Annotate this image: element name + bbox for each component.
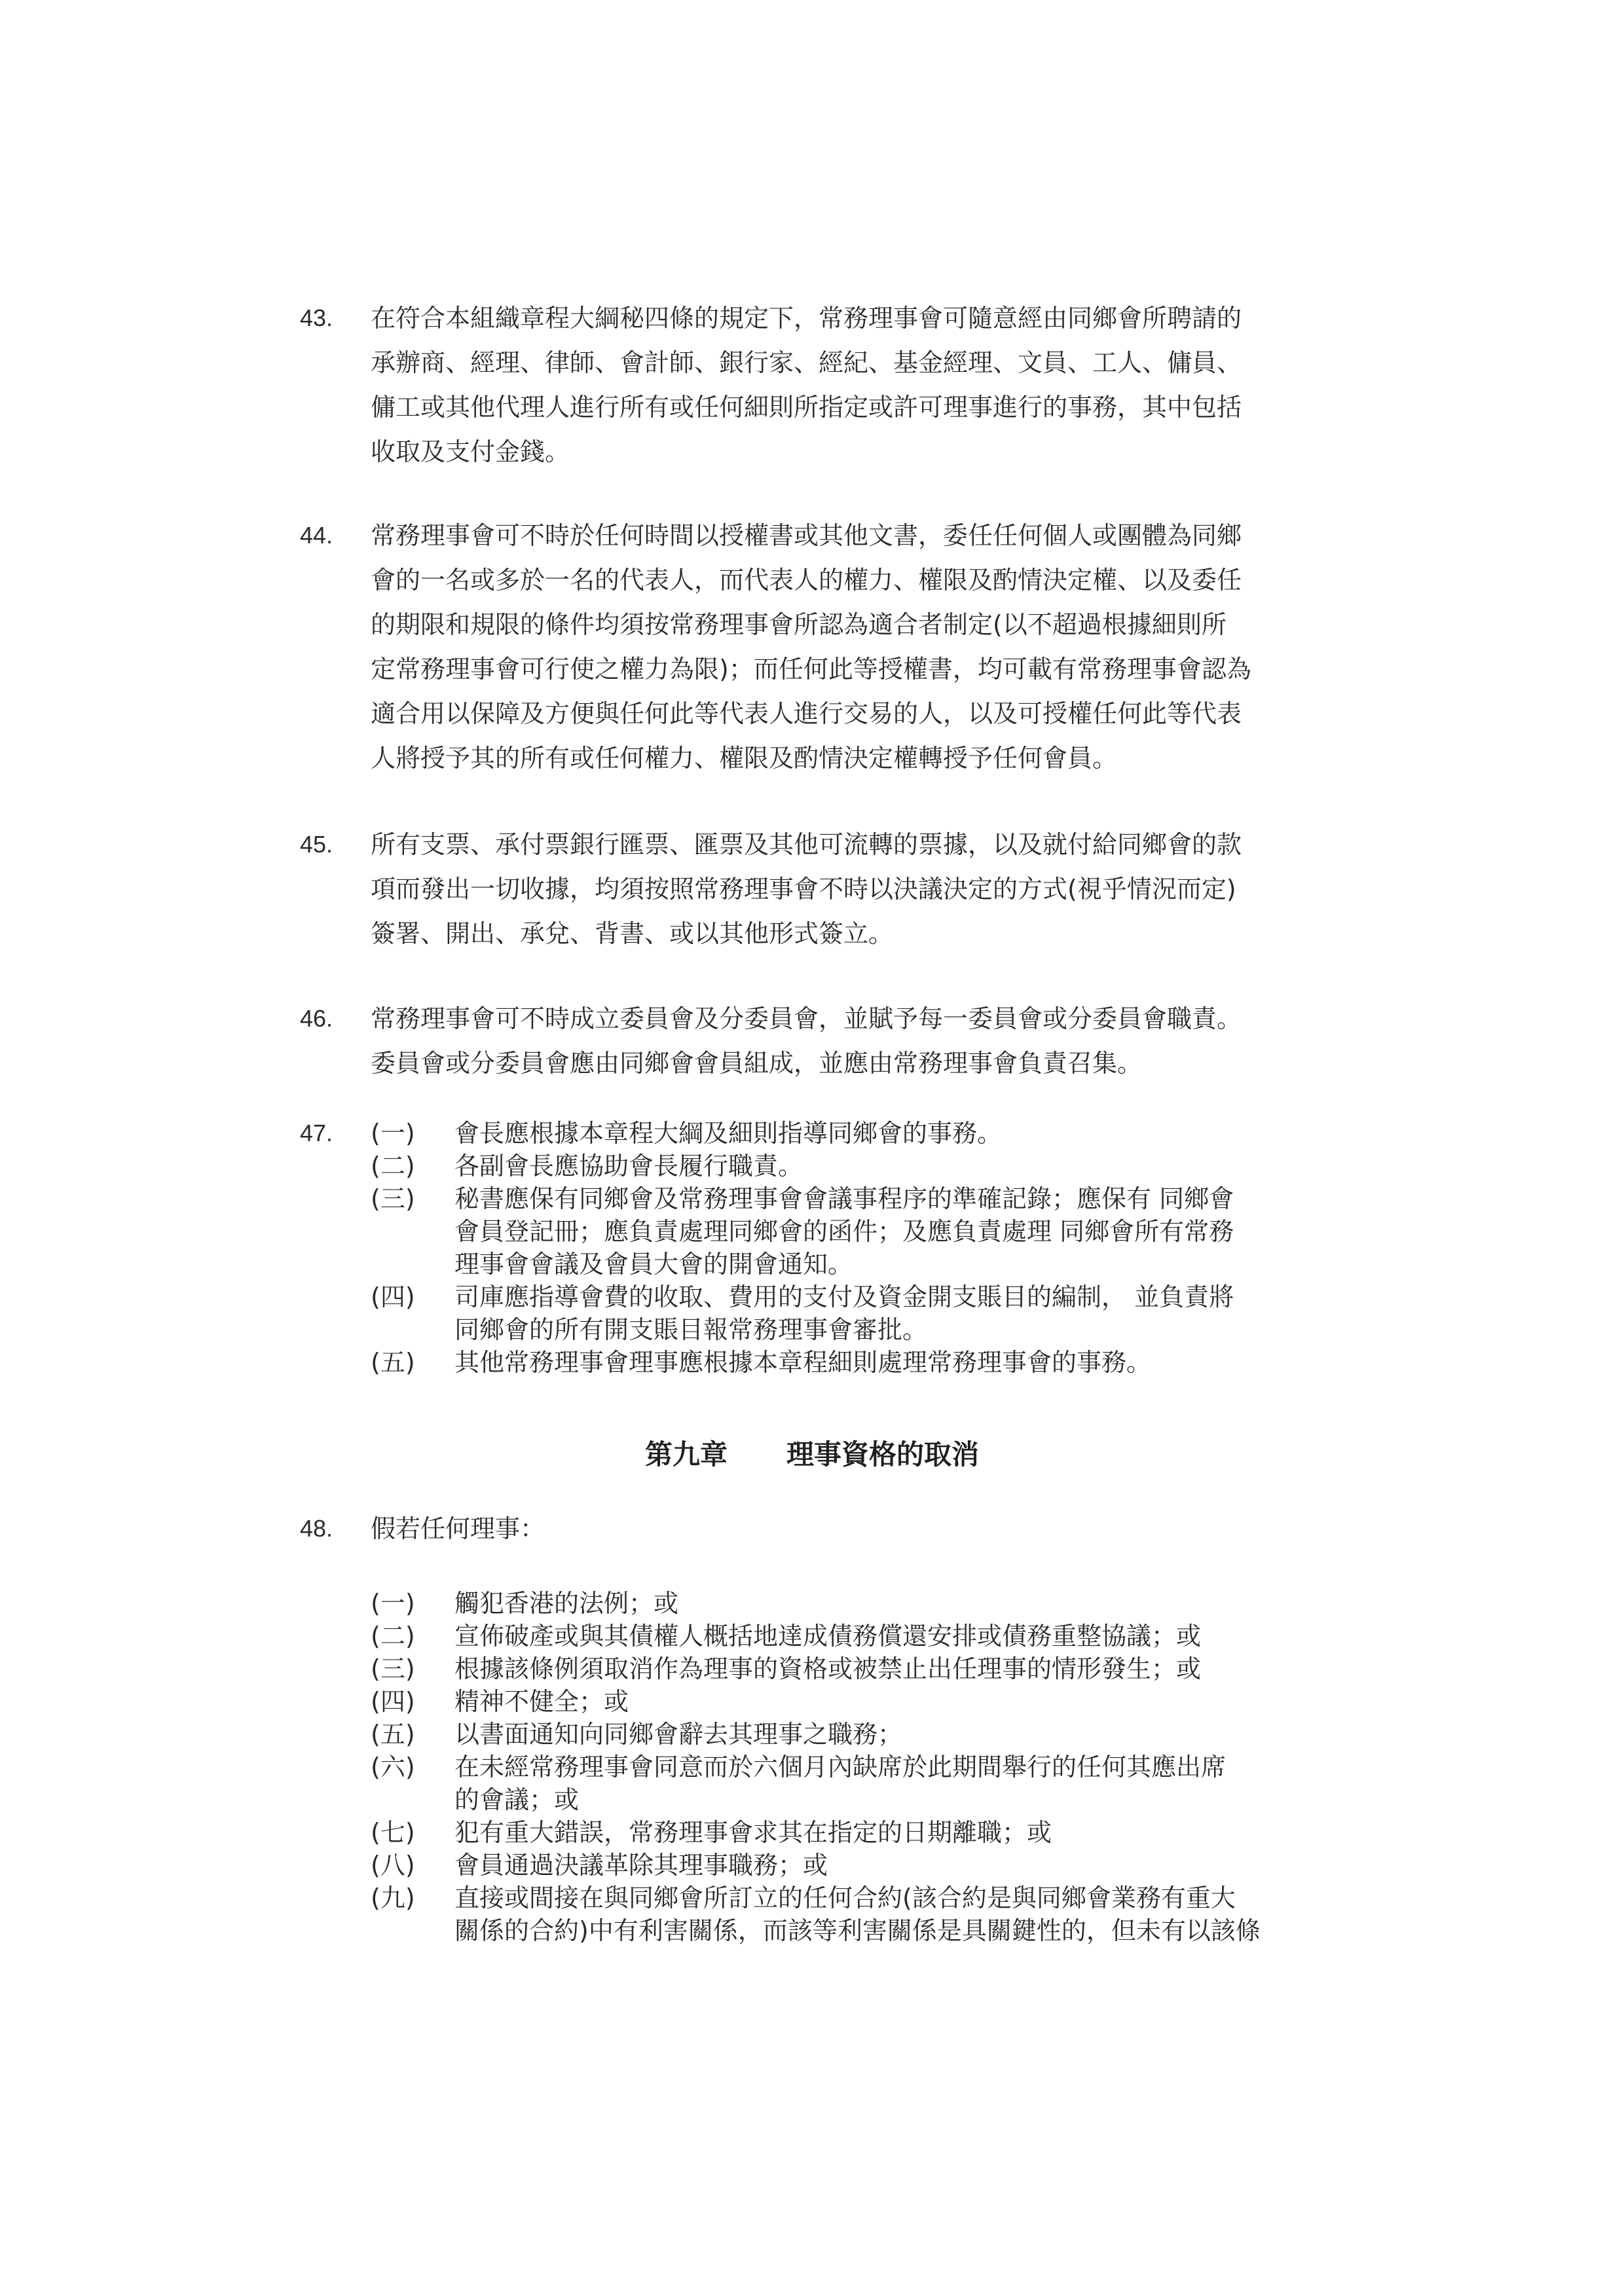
subitem-line: 犯有重大錯誤，常務理事會求其在指定的日期離職；或 xyxy=(454,1818,1052,1847)
clause-intro-text: 假若任何理事： xyxy=(371,1514,545,1543)
subitem-line: 會員通過決議革除其理事職務；或 xyxy=(454,1851,828,1880)
clause-48-items xyxy=(300,1587,1335,1947)
clause-intro xyxy=(371,1512,1335,1545)
subitem xyxy=(371,1849,1335,1882)
chapter-title: 理事資格的取消 xyxy=(786,1438,980,1470)
clause-body xyxy=(371,822,1327,956)
subitem-marker: (八) xyxy=(371,1851,415,1880)
subitem-marker: (六) xyxy=(371,1753,415,1781)
clause-line: 所有支票、承付票銀行匯票、匯票及其他可流轉的票據，以及就付給同鄉會的款 xyxy=(371,830,1242,859)
clause-number: 47. xyxy=(300,1120,333,1146)
subitem-marker: (三) xyxy=(371,1184,415,1213)
subitem-line: 以書面通知向同鄉會辭去其理事之職務； xyxy=(454,1720,903,1749)
subitem-line: 同鄉會的所有開支賬目報常務理事會審批。 xyxy=(454,1315,928,1344)
subitem xyxy=(371,1652,1335,1685)
subitem-marker: (七) xyxy=(371,1818,415,1847)
clause-line: 傭工或其他代理人進行所有或任何細則所指定或許可理事進行的事務，其中包括 xyxy=(371,393,1242,422)
subitem-marker: (二) xyxy=(371,1152,415,1180)
clause-line: 的期限和規限的條件均須按常務理事會所認為適合者制定(以不超過根據細則所 xyxy=(371,610,1227,639)
clause-number: 43. xyxy=(300,304,333,331)
subitem-line: 司庫應指導會費的收取、費用的支付及資金開支賬目的編制， 並負責將 xyxy=(454,1283,1234,1311)
subitem-line: 的會議；或 xyxy=(454,1785,580,1814)
clause-number: 44. xyxy=(300,522,333,549)
clause-line: 簽署、開出、承兌、背書、或以其他形式簽立。 xyxy=(371,919,894,948)
clause-line: 常務理事會可不時成立委員會及分委員會，並賦予每一委員會或分委員會職責。 xyxy=(371,1004,1242,1033)
clause-line: 委員會或分委員會應由同鄉會會員組成，並應由常務理事會負責召集。 xyxy=(371,1049,1143,1078)
clause-body xyxy=(371,996,1327,1085)
subitem-line: 在未經常務理事會同意而於六個月內缺席於此期間舉行的任何其應出席 xyxy=(454,1753,1227,1781)
clause-number: 45. xyxy=(300,831,333,858)
clause-number: 46. xyxy=(300,1005,333,1032)
subitem-marker: (三) xyxy=(371,1654,415,1683)
subitem-line: 其他常務理事會理事應根據本章程細則處理常務理事會的事務。 xyxy=(454,1348,1152,1377)
subitem-line: 理事會會議及會員大會的開會通知。 xyxy=(454,1250,853,1279)
subitem-marker: (九) xyxy=(371,1884,415,1912)
subitem-line: 宣佈破產或與其債權人概括地達成債務償還安排或債務重整協議；或 xyxy=(454,1622,1202,1650)
clause-line: 常務理事會可不時於任何時間以授權書或其他文書，委任任何個人或團體為同鄉 xyxy=(371,521,1242,550)
chapter-heading xyxy=(0,1435,1624,1474)
subitem-line: 直接或間接在與同鄉會所訂立的任何合約(該合約是與同鄉會業務有重大 xyxy=(454,1884,1236,1912)
subitem-marker: (五) xyxy=(371,1720,415,1749)
subitem-marker: (五) xyxy=(371,1348,415,1377)
subitem-line: 會長應根據本章程大綱及細則指導同鄉會的事務。 xyxy=(454,1119,1003,1148)
clause-45 xyxy=(300,822,1335,956)
subitem-line: 秘書應保有同鄉會及常務理事會會議事程序的準確記錄；應保有 同鄉會 xyxy=(454,1184,1234,1213)
clause-line: 承辦商、經理、律師、會計師、銀行家、經紀、基金經理、文員、工人、傭員、 xyxy=(371,348,1242,377)
subitem-line: 關係的合約)中有利害關係，而該等利害關係是具關鍵性的，但未有以該條 xyxy=(454,1916,1261,1945)
clause-line: 項而發出一切收據，均須按照常務理事會不時以決議決定的方式(視乎情況而定) xyxy=(371,875,1236,903)
subitem xyxy=(371,1117,1335,1150)
clause-line: 收取及支付金錢。 xyxy=(371,437,570,466)
subitem-line: 精神不健全；或 xyxy=(454,1687,629,1716)
clause-46 xyxy=(300,996,1335,1085)
subitem-line: 會員登記冊；應負責處理同鄉會的函件；及應負責處理 同鄉會所有常務 xyxy=(454,1217,1234,1246)
subitem xyxy=(371,1718,1335,1751)
clause-43 xyxy=(300,296,1335,474)
subitem xyxy=(371,1281,1335,1346)
subitem xyxy=(371,1346,1335,1379)
clause-line: 會的一名或多於一名的代表人，而代表人的權力、權限及酌情決定權、以及委任 xyxy=(371,566,1242,594)
subitem xyxy=(371,1751,1335,1816)
clause-line: 人將授予其的所有或任何權力、權限及酌情決定權轉授予任何會員。 xyxy=(371,744,1118,773)
subitem-line: 觸犯香港的法例；或 xyxy=(454,1589,679,1618)
subitem xyxy=(371,1620,1335,1652)
subitem-marker: (一) xyxy=(371,1119,415,1148)
subitem xyxy=(371,1587,1335,1620)
subitem xyxy=(371,1816,1335,1849)
subitem-line: 根據該條例須取消作為理事的資格或被禁止出任理事的情形發生；或 xyxy=(454,1654,1202,1683)
clause-body xyxy=(371,513,1327,780)
subitem xyxy=(371,1150,1335,1182)
clause-line: 定常務理事會可行使之權力為限)；而任何此等授權書，均可載有常務理事會認為 xyxy=(371,655,1251,683)
clause-44 xyxy=(300,513,1335,780)
subitem-marker: (四) xyxy=(371,1283,415,1311)
subitem-line: 各副會長應協助會長履行職責。 xyxy=(454,1152,803,1180)
subitem-marker: (二) xyxy=(371,1622,415,1650)
subitem xyxy=(371,1685,1335,1718)
subitem-marker: (四) xyxy=(371,1687,415,1716)
clause-48 xyxy=(300,1512,1335,1545)
chapter-number: 第九章 xyxy=(644,1438,728,1470)
subitem xyxy=(371,1882,1335,1947)
clause-line: 在符合本組織章程大綱秘四條的規定下，常務理事會可隨意經由同鄉會所聘請的 xyxy=(371,304,1242,333)
clause-number: 48. xyxy=(300,1515,333,1542)
clause-body xyxy=(371,296,1327,474)
clause-line: 適合用以保障及方便與任何此等代表人進行交易的人，以及可授權任何此等代表 xyxy=(371,699,1242,728)
subitem xyxy=(371,1182,1335,1281)
subitem-marker: (一) xyxy=(371,1589,415,1618)
clause-47 xyxy=(300,1117,1335,1379)
